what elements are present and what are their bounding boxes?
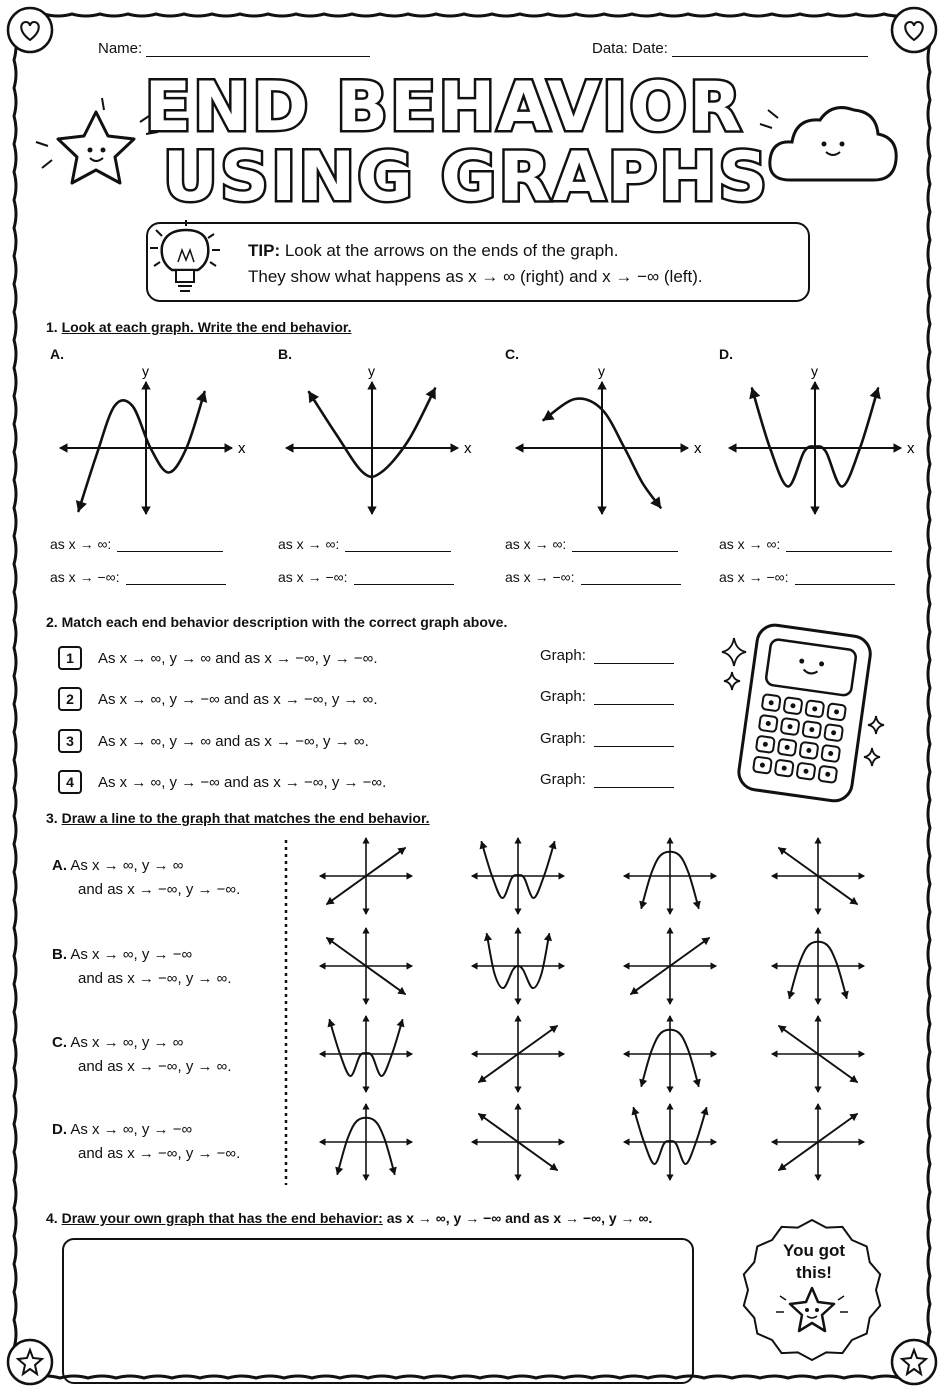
matching-graph-option[interactable] xyxy=(320,838,412,914)
y-axis-label: y xyxy=(142,363,149,379)
tip-label: TIP: xyxy=(248,241,281,260)
graph-letter: A. xyxy=(50,346,64,362)
star-icon xyxy=(8,1340,52,1384)
section-1-heading: 1. Look at each graph. Write the end behavior. xyxy=(46,319,352,335)
behavior-line-1: As x → ∞, y → −∞ xyxy=(70,946,193,963)
graph-letter: C. xyxy=(505,346,519,362)
behavior-line-1: As x → ∞, y → −∞ xyxy=(70,1121,193,1138)
answer-line[interactable] xyxy=(572,551,678,552)
end-behavior-label: as x → ∞: xyxy=(50,536,112,552)
graph-letter: B. xyxy=(278,346,292,362)
heart-icon xyxy=(892,8,936,52)
end-behavior-label: as x → −∞: xyxy=(50,569,120,585)
match-description: As x → ∞, y → ∞ and as x → −∞, y → ∞. xyxy=(98,733,369,750)
badge-text xyxy=(764,1240,864,1284)
draw-line-item xyxy=(52,1031,232,1079)
answer-line[interactable] xyxy=(354,584,454,585)
behavior-line-2: and as x → −∞, y → ∞. xyxy=(78,1058,232,1075)
graph-answer[interactable] xyxy=(540,730,674,747)
graph-label: Graph: xyxy=(540,771,586,788)
match-description: As x → ∞, y → −∞ and as x → −∞, y → −∞. xyxy=(98,774,387,791)
answer-line[interactable] xyxy=(345,551,451,552)
end-behavior-label: as x → −∞: xyxy=(505,569,575,585)
matching-graph-option[interactable] xyxy=(472,928,564,1004)
x-axis-label: x xyxy=(694,440,702,457)
match-item xyxy=(58,687,378,711)
end-behavior-answer[interactable] xyxy=(50,536,223,552)
end-behavior-label: as x → −∞: xyxy=(278,569,348,585)
graph-label: Graph: xyxy=(540,688,586,705)
matching-graph-option[interactable] xyxy=(624,838,716,914)
matching-graph-option[interactable] xyxy=(772,1104,864,1180)
end-behavior-graph-c xyxy=(516,363,702,514)
behavior-line-2: and as x → −∞, y → ∞. xyxy=(78,970,232,987)
match-item xyxy=(58,729,369,753)
end-behavior-answer[interactable] xyxy=(719,569,895,585)
item-letter: A. xyxy=(52,857,67,874)
date-field[interactable] xyxy=(592,40,868,57)
section-3-heading: 3. Draw a line to the graph that matches the end behavior. xyxy=(46,810,430,826)
draw-line-item xyxy=(52,1118,240,1166)
item-number: 2 xyxy=(58,687,82,711)
answer-line[interactable] xyxy=(594,704,674,705)
end-behavior-answer[interactable] xyxy=(719,536,892,552)
end-behavior-label: as x → ∞: xyxy=(505,536,567,552)
end-behavior-label: as x → ∞: xyxy=(719,536,781,552)
answer-line[interactable] xyxy=(795,584,895,585)
behavior-line-2: and as x → −∞, y → −∞. xyxy=(78,1145,241,1162)
item-letter: C. xyxy=(52,1034,67,1051)
answer-line[interactable] xyxy=(594,787,674,788)
item-number: 1 xyxy=(58,646,82,670)
smiling-cloud-icon xyxy=(760,108,896,180)
title-line-2: USING GRAPHS xyxy=(162,138,770,217)
draw-line-item xyxy=(52,854,240,902)
end-behavior-graph-a xyxy=(60,363,246,514)
y-axis-label: y xyxy=(811,363,818,379)
draw-line-item xyxy=(52,943,232,991)
behavior-line-1: As x → ∞, y → ∞ xyxy=(70,1034,184,1051)
behavior-line-1: As x → ∞, y → ∞ xyxy=(70,857,184,874)
matching-graph-option[interactable] xyxy=(472,1104,564,1180)
matching-graph-option[interactable] xyxy=(320,1104,412,1180)
section-2-heading: 2. Match each end behavior description with the correct graph above. xyxy=(46,614,508,630)
answer-line[interactable] xyxy=(117,551,223,552)
graph-letter: D. xyxy=(719,346,733,362)
y-axis-label: y xyxy=(598,363,605,379)
graph-label: Graph: xyxy=(540,647,586,664)
item-letter: B. xyxy=(52,946,67,963)
star-icon xyxy=(892,1340,936,1384)
item-number: 3 xyxy=(58,729,82,753)
drawing-area[interactable] xyxy=(62,1238,694,1384)
smiling-star-icon xyxy=(36,98,158,183)
item-letter: D. xyxy=(52,1121,67,1138)
end-behavior-label: as x → −∞: xyxy=(719,569,789,585)
badge-line-1: You got xyxy=(783,1241,845,1260)
matching-graph-option[interactable] xyxy=(772,928,864,1004)
end-behavior-graph-b xyxy=(286,363,472,514)
matching-graph-option[interactable] xyxy=(624,928,716,1004)
end-behavior-answer[interactable] xyxy=(278,536,451,552)
date-label: Data: Date: xyxy=(592,40,668,57)
match-item xyxy=(58,646,378,670)
answer-line[interactable] xyxy=(786,551,892,552)
match-item xyxy=(58,770,386,794)
matching-graph-option[interactable] xyxy=(320,928,412,1004)
behavior-line-2: and as x → −∞, y → −∞. xyxy=(78,881,241,898)
answer-line[interactable] xyxy=(126,584,226,585)
graph-answer[interactable] xyxy=(540,647,674,664)
name-field[interactable] xyxy=(98,40,370,57)
match-description: As x → ∞, y → ∞ and as x → −∞, y → −∞. xyxy=(98,650,378,667)
answer-line[interactable] xyxy=(594,663,674,664)
end-behavior-answer[interactable] xyxy=(505,569,681,585)
date-line[interactable] xyxy=(672,56,868,57)
name-line[interactable] xyxy=(146,56,370,57)
matching-graph-option[interactable] xyxy=(772,838,864,914)
matching-graph-option[interactable] xyxy=(320,1016,412,1092)
end-behavior-answer[interactable] xyxy=(50,569,226,585)
graph-label: Graph: xyxy=(540,730,586,747)
end-behavior-answer[interactable] xyxy=(278,569,454,585)
tip-line-1: Look at the arrows on the ends of the graph. xyxy=(280,241,619,260)
end-behavior-label: as x → ∞: xyxy=(278,536,340,552)
end-behavior-answer[interactable] xyxy=(505,536,678,552)
tip-text xyxy=(248,238,703,290)
match-description: As x → ∞, y → −∞ and as x → −∞, y → ∞. xyxy=(98,691,378,708)
heart-icon xyxy=(8,8,52,52)
graph-answer[interactable] xyxy=(540,688,674,705)
y-axis-label: y xyxy=(368,363,375,379)
calculator-icon xyxy=(737,623,873,803)
tip-line-2: They show what happens as x → ∞ (right) and x → −∞ (left). xyxy=(248,267,703,286)
x-axis-label: x xyxy=(238,440,246,457)
name-label: Name: xyxy=(98,40,143,57)
x-axis-label: x xyxy=(907,440,915,457)
answer-line[interactable] xyxy=(581,584,681,585)
matching-graph-option[interactable] xyxy=(624,1016,716,1092)
x-axis-label: x xyxy=(464,440,472,457)
badge-line-2: this! xyxy=(796,1263,832,1282)
answer-line[interactable] xyxy=(594,746,674,747)
graph-answer[interactable] xyxy=(540,771,674,788)
end-behavior-graph-d xyxy=(729,363,915,514)
matching-graph-option[interactable] xyxy=(472,838,564,914)
tip-box xyxy=(146,222,810,302)
section-4-heading: 4. Draw your own graph that has the end behavior: as x → ∞, y → −∞ and as x → −∞, y → ∞. xyxy=(46,1210,653,1226)
matching-graph-option[interactable] xyxy=(624,1104,716,1180)
matching-graph-option[interactable] xyxy=(472,1016,564,1092)
title-line-1: END BEHAVIOR xyxy=(144,68,744,147)
item-number: 4 xyxy=(58,770,82,794)
matching-graph-option[interactable] xyxy=(772,1016,864,1092)
